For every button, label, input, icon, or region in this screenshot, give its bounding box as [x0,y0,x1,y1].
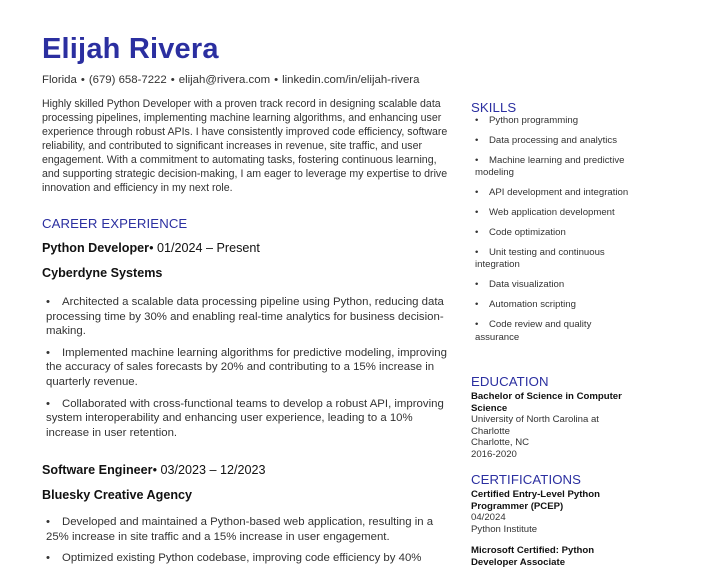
bullet-text: Developed and maintained a Python-based web application, resulting in a 25% increase in site traffic and a 15% increase in user engagement. [46,516,434,543]
candidate-name: Elijah Rivera [42,33,219,65]
cert-name: Certified Entry-Level Python Programmer (PCEP) [471,489,601,512]
skill-text: API development and integration [489,187,629,199]
skill-item [475,155,633,179]
skill-item [475,115,633,127]
bullet-dot: • [475,207,479,219]
skill-text: Machine learning and predictive modeling [475,155,625,179]
degree-text: Bachelor of Science in Computer Science [471,391,622,414]
linkedin-link[interactable]: linkedin.com/in/elijah-rivera [282,74,420,86]
separator: • [274,74,279,86]
job-role: Software Engineer [42,463,153,477]
bullet-dot: • [46,397,50,410]
bullet-dot: • [475,227,479,239]
skill-item [475,207,633,219]
bullet-text: Architected a scalable data processing pipeline using Python, reducing data processing time by 30% and enabling real-time analytics for business decision-making. [46,296,444,338]
phone-text: (679) 658-7222 [88,74,167,86]
certifications-heading: CERTIFICATIONS [471,472,582,487]
skill-item [475,135,633,147]
bullet-item [46,295,454,339]
job-title-line [42,241,260,255]
skill-text: Code optimization [489,227,566,239]
skill-text: Python programming [489,115,579,126]
bullet-dot: • [475,187,479,199]
summary-paragraph: Highly skilled Python Developer with a proven track record in designing scalable data processing pipelines, implementing machine learning algorithms, and enhancing user experience through robust APIs. I have consistently improved code efficiency, software reliability, and contributed to significant increases in revenue, site traffic, and user engagement. With a commitment to automating tasks, fostering continuous learning, and supporting strategic decision-making, I am eager to leverage my expertise to drive innovation and efficiency in my next role. [42,98,448,194]
skill-text: Data visualization [489,279,565,291]
skill-item [475,187,633,199]
bullet-dot: • [475,299,479,311]
separator: • [80,74,85,86]
school-location: Charlotte, NC [471,437,530,449]
career-experience-heading: CAREER EXPERIENCE [42,216,188,231]
cert-issuer: Python Institute [471,523,538,535]
skill-text: Automation scripting [489,299,576,311]
bullet-text: Collaborated with cross-functional teams to develop a robust API, improving system interoperability and enhancing user experience, leading to a 10% increase in user retention. [46,397,444,439]
skill-item [475,319,633,343]
bullet-dot: • [46,552,50,565]
skill-text: Web application development [489,207,615,219]
bullet-item [46,515,454,544]
bullet-dot: • [46,516,50,528]
separator: • [170,74,175,86]
bullet-text: Implemented machine learning algorithms for predictive modeling, improving the accuracy of sales forecasts by 20% and contributing to a 15% increase in quarterly revenue. [46,346,447,388]
skills-list [475,115,633,352]
job-dates: • 01/2024 – Present [149,241,260,255]
certification-entry [471,545,631,568]
bullet-text: Optimized existing Python codebase, improving code efficiency by 40% [62,552,422,565]
education-entry [471,391,631,461]
skill-item [475,299,633,311]
skill-item [475,279,633,291]
job-dates: • 03/2023 – 12/2023 [152,463,266,477]
location-text: Florida [42,74,77,86]
skill-text: Code review and quality assurance [475,319,592,343]
bullet-dot: • [475,247,479,259]
company-name: Bluesky Creative Agency [42,488,193,502]
bullet-item [46,551,454,566]
bullet-dot: • [475,115,479,126]
skill-item [475,247,633,271]
school-text: University of North Carolina at Charlotte [471,414,599,437]
company-name: Cyberdyne Systems [42,266,163,280]
email-link[interactable]: elijah@rivera.com [178,74,271,86]
bullet-dot: • [475,319,479,331]
skills-heading: SKILLS [471,100,517,115]
job-bullets [46,515,454,573]
bullet-dot: • [475,155,479,166]
job-role: Python Developer [42,241,150,255]
cert-date: 04/2024 [471,512,506,524]
job-title-line [42,463,266,477]
bullet-item [46,397,454,441]
bullet-dot: • [475,135,479,146]
skill-text: Data processing and analytics [489,135,617,146]
cert-name: Microsoft Certified: Python Developer Associate [471,545,595,568]
education-heading: EDUCATION [471,374,549,389]
certification-entry [471,489,631,535]
bullet-dot: • [46,346,50,359]
contact-line [42,74,419,86]
skill-text: Unit testing and continuous integration [475,247,605,271]
skill-item [475,227,633,239]
bullet-dot: • [46,296,50,308]
job-bullets [46,295,454,447]
education-years: 2016-2020 [471,448,517,460]
bullet-dot: • [475,279,479,291]
bullet-item [46,346,454,390]
